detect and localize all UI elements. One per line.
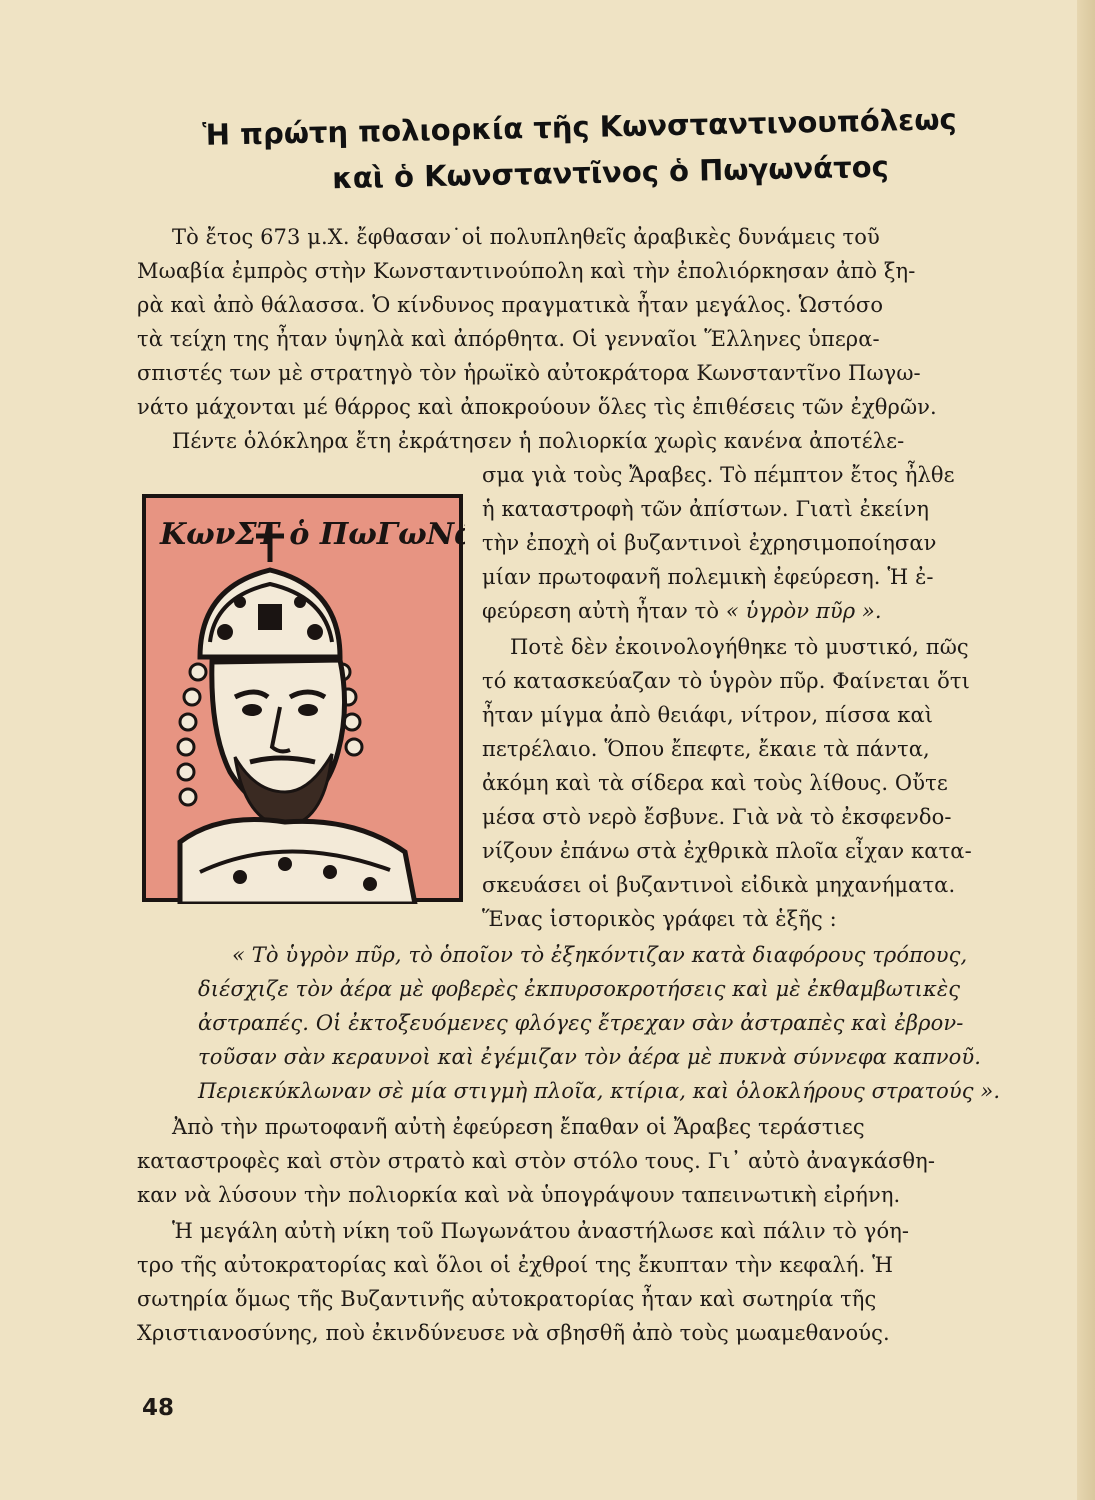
paragraph-3-line: μέσα στὸ νερὸ ἔσβυνε. Γιὰ νὰ τὸ ἐκσφενδο-	[482, 805, 952, 829]
paragraph-3-line: Ἕνας ἱστορικὸς γράφει τὰ ἑξῆς :	[482, 907, 837, 931]
paragraph-3-line: ἀκόμη καὶ τὰ σίδερα καὶ τοὺς λίθους. Οὔτε	[482, 771, 948, 795]
page-edge	[1077, 0, 1095, 1500]
quote-line: ἀστραπές. Οἱ ἐκτοξευόμενες φλόγες ἔτρεχαν σὰν ἀστραπὲς καὶ ἐβρον-	[198, 1011, 964, 1035]
paragraph-3-line: πετρέλαιο. Ὅπου ἔπεφτε, ἔκαιε τὰ πάντα,	[482, 737, 930, 761]
paragraph-4-line: καταστροφὲς καὶ στὸν στρατὸ καὶ στὸν στόλο τους. Γι᾽ αὐτὸ ἀναγκάσθη-	[137, 1149, 936, 1173]
quote-line: Περιεκύκλωναν σὲ μία στιγμὴ πλοῖα, κτίρια, καὶ ὁλοκλήρους στρατούς ».	[198, 1079, 1001, 1103]
paragraph-2-line: μίαν πρωτοφανῆ πολεμικὴ ἐφεύρεση. Ἡ ἐ-	[482, 565, 934, 589]
paragraph-3-line: νίζουν ἐπάνω στὰ ἐχθρικὰ πλοῖα εἶχαν κατα-	[482, 839, 972, 863]
paragraph-1-line: σπιστές των μὲ στρατηγὸ τὸν ἡρωϊκὸ αὐτοκράτορα Κωνσταντῖνο Πωγω-	[137, 361, 921, 385]
paragraph-5-line: τρο τῆς αὐτοκρατορίας καὶ ὅλοι οἱ ἐχθροί της ἔκυπταν τὴν κεφαλή. Ἡ	[137, 1253, 894, 1277]
paragraph-4-line: καν νὰ λύσουν τὴν πολιορκία καὶ νὰ ὑπογράψουν ταπεινωτικὴ εἰρήνη.	[137, 1183, 901, 1207]
paragraph-2-line: ἡ καταστροφὴ τῶν ἀπίστων. Γιατὶ ἐκείνη	[482, 497, 930, 521]
paragraph-1-line: νάτο μάχονται μέ θάρρος καὶ ἀποκρούουν ὅλες τὶς ἐπιθέσεις τῶν ἐχθρῶν.	[137, 395, 937, 419]
paragraph-5-line: σωτηρία ὅμως τῆς Βυζαντινῆς αὐτοκρατορίας ἦταν καὶ σωτηρία τῆς	[137, 1287, 877, 1311]
page-number: 48	[142, 1395, 175, 1421]
title-line-1: Ἡ πρώτη πολιορκία τῆς Κωνσταντινουπόλεως	[202, 102, 957, 152]
greek-fire-term: « ὑγρὸν πῦρ ».	[725, 599, 882, 623]
quote-line: « Τὸ ὑγρὸν πῦρ, τὸ ὁποῖον τὸ ἐξηκόντιζαν κατὰ διαφόρους τρόπους,	[232, 943, 968, 967]
paragraph-1-line: ρὰ καὶ ἀπὸ θάλασσα. Ὁ κίνδυνος πραγματικὰ ἦταν μεγάλος. Ὡστόσο	[137, 293, 884, 317]
paragraph-2-line: τὴν ἐποχὴ οἱ βυζαντινοὶ ἐχρησιμοποίησαν	[482, 531, 937, 555]
paragraph-3-line: Ποτὲ δὲν ἐκοινολογήθηκε τὸ μυστικό, πῶς	[510, 635, 969, 659]
paragraph-4-line: Ἀπὸ τὴν πρωτοφανῆ αὐτὴ ἐφεύρεση ἔπαθαν οἱ Ἄραβες τεράστιες	[172, 1115, 865, 1139]
paragraph-3-line: τό κατασκεύαζαν τὸ ὑγρὸν πῦρ. Φαίνεται ὅτι	[482, 669, 970, 693]
paragraph-5-line: Χριστιανοσύνης, ποὺ ἐκινδύνευσε νὰ σβησθῆ ἀπὸ τοὺς μωαμεθανούς.	[137, 1321, 890, 1345]
quote-line: τοῦσαν σὰν κεραυνοὶ καὶ ἐγέμιζαν τὸν ἀέρα μὲ πυκνὰ σύννεφα καπνοῦ.	[198, 1045, 982, 1069]
paragraph-5-line: Ἡ μεγάλη αὐτὴ νίκη τοῦ Πωγωνάτου ἀναστήλωσε καὶ πάλιν τὸ γόη-	[172, 1219, 910, 1243]
emperor-portrait-illustration	[140, 492, 465, 904]
paragraph-2-line: σμα γιὰ τοὺς Ἄραβες. Τὸ πέμπτον ἔτος ἦλθε	[482, 463, 955, 487]
portrait-inscription: ΚωνΣΤ ὁ ΠωΓωΝά	[160, 517, 465, 552]
paragraph-2-line: Πέντε ὁλόκληρα ἔτη ἐκράτησεν ἡ πολιορκία χωρὶς κανένα ἀποτέλε-	[172, 429, 905, 453]
emperor-portrait-svg	[140, 492, 465, 904]
paragraph-1-line: Τὸ ἔτος 673 μ.Χ. ἔφθασαν˙οἱ πολυπληθεῖς ἀραβικὲς δυνάμεις τοῦ	[172, 225, 880, 249]
title-line-2: καὶ ὁ Κωνσταντῖνος ὁ Πωγωνάτος	[331, 149, 890, 196]
paragraph-3-line: ἦταν μίγμα ἀπὸ θειάφι, νίτρον, πίσσα καὶ	[482, 703, 934, 727]
page-title	[149, 95, 1011, 205]
paragraph-1-line: τὰ τείχη της ἦταν ὑψηλὰ καὶ ἀπόρθητα. Οἱ γενναῖοι Ἕλληνες ὑπερα-	[137, 327, 880, 351]
paragraph-1-line: Μωαβία ἐμπρὸς στὴν Κωνσταντινούπολη καὶ τὴν ἐπολιόρκησαν ἀπὸ ξη-	[137, 259, 916, 283]
paragraph-2-last-text: φεύρεση αὐτὴ ἦταν τὸ	[482, 599, 726, 623]
quote-line: διέσχιζε τὸν ἀέρα μὲ φοβερὲς ἐκπυρσοκροτήσεις καὶ μὲ ἐκθαμβωτικὲς	[198, 977, 961, 1001]
paragraph-2-line	[482, 596, 882, 626]
paragraph-3-line: σκευάσει οἱ βυζαντινοὶ εἰδικὰ μηχανήματα.	[482, 873, 956, 897]
